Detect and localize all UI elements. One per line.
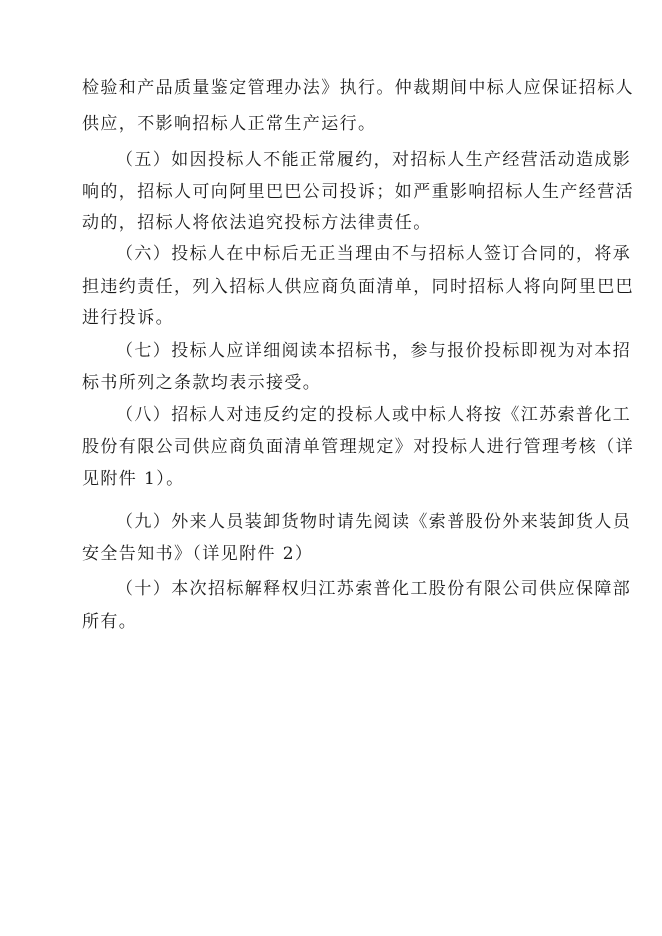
paragraph-9-line: 安全告知书》（详见附件 2） (82, 544, 314, 564)
paragraph-10-line: （十）本次招标解释权归江苏索普化工股份有限公司供应保障部 (116, 579, 632, 599)
paragraph-line: 供应，不影响招标人正常生产运行。 (82, 114, 377, 134)
paragraph-line: 检验和产品质量鉴定管理办法》执行。仲裁期间中标人应保证招标人 (82, 78, 634, 98)
paragraph-6-line: 进行投诉。 (82, 308, 174, 328)
paragraph-7-line: 标书所列之条款均表示接受。 (82, 373, 322, 393)
paragraph-5-line: 动的，招标人将依法追究投标方法律责任。 (82, 213, 432, 233)
paragraph-8-line: 股份有限公司供应商负面清单管理规定》对投标人进行管理考核（详 (82, 437, 634, 457)
paragraph-5-line: （五）如因投标人不能正常履约，对招标人生产经营活动造成影 (116, 150, 632, 170)
paragraph-10-line: 所有。 (82, 612, 138, 632)
paragraph-9-line: （九）外来人员装卸货物时请先阅读《索普股份外来装卸货人员 (116, 512, 632, 532)
paragraph-8-line: 见附件 1）。 (82, 469, 185, 489)
paragraph-5-line: 响的，招标人可向阿里巴巴公司投诉；如严重影响招标人生产经营活 (82, 182, 634, 202)
paragraph-7-line: （七）投标人应详细阅读本招标书，参与报价投标即视为对本招 (116, 341, 632, 361)
paragraph-6-line: （六）投标人在中标后无正当理由不与招标人签订合同的，将承 (116, 244, 632, 264)
paragraph-8-line: （八）招标人对违反约定的投标人或中标人将按《江苏索普化工 (116, 405, 632, 425)
paragraph-6-line: 担违约责任，列入招标人供应商负面清单，同时招标人将向阿里巴巴 (82, 277, 634, 297)
